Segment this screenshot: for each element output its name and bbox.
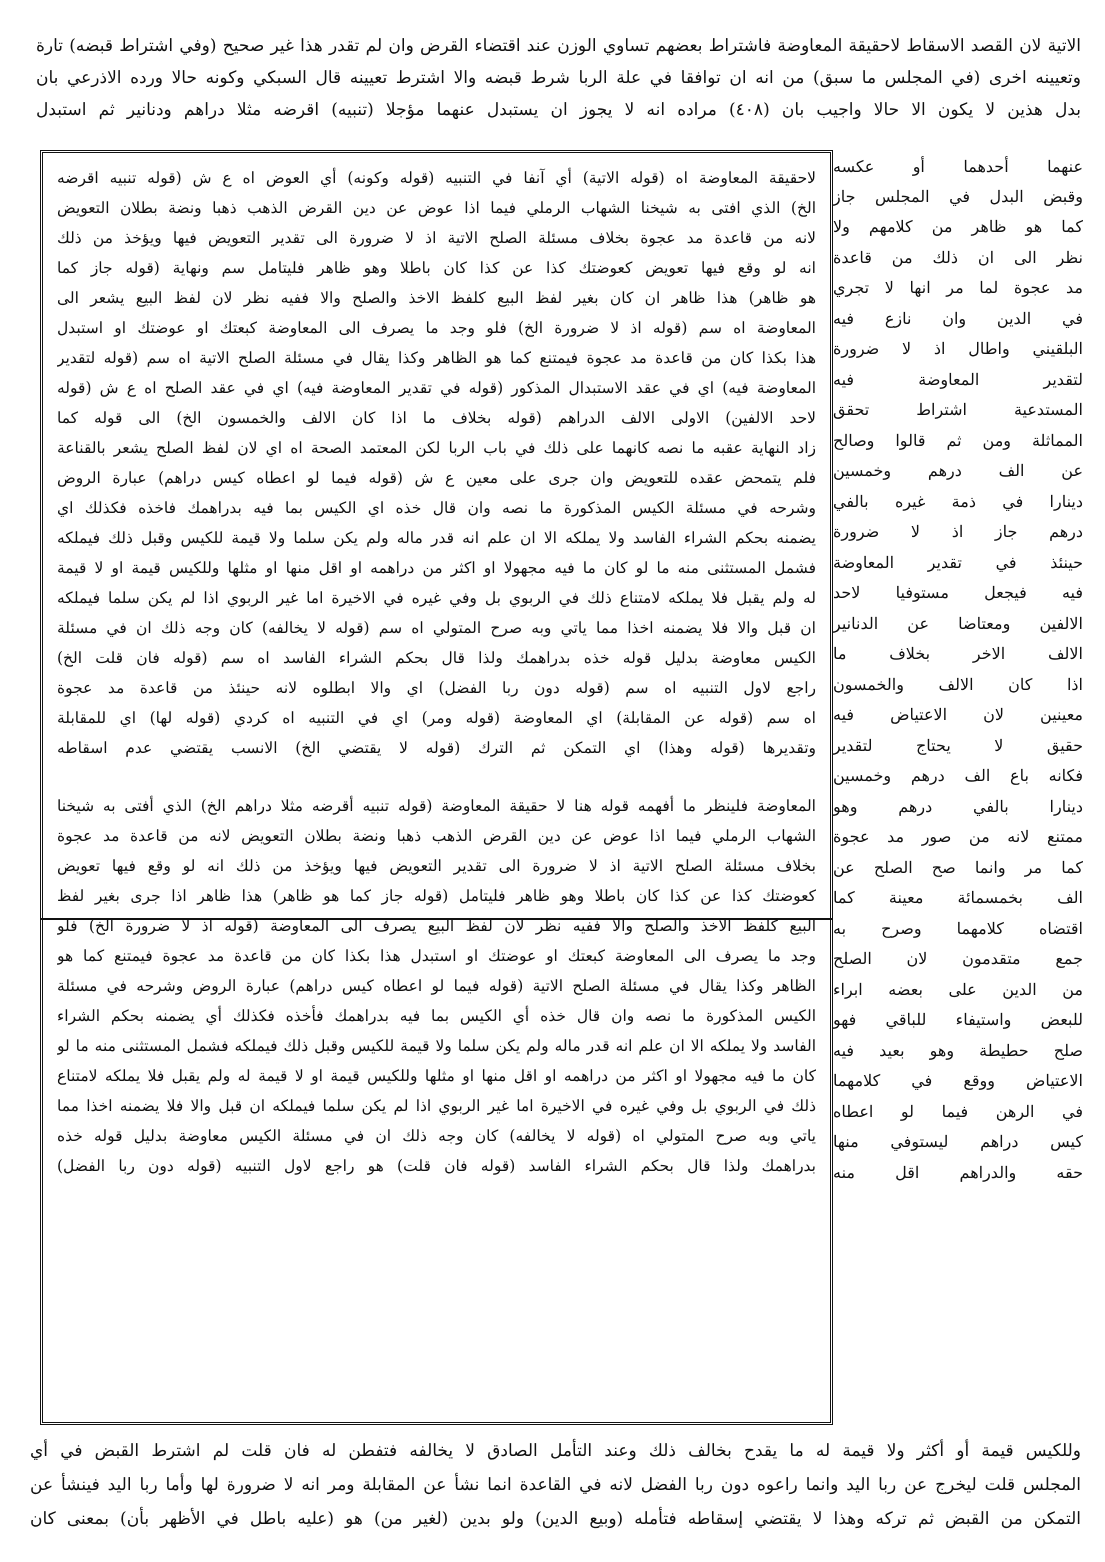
side-text-line: الالف الاخر بخلاف ما xyxy=(833,644,1083,663)
side-text-line: ممتنع لانه من صور مد عجوة xyxy=(833,827,1083,846)
commentary-line: يضمنه بحكم الشراء الفاسد ولا يملكه الا ان علم انه قدر ماله ولم يكن سلما ولا قيمة للكيس وقبل ذلك فيملكه xyxy=(57,529,816,547)
side-text-line: حينئذ في تقدير المعاوضة xyxy=(833,553,1083,572)
commentary-line: البيع كلفظ الاخذ والصلح والا ففيه نظر لان لفظ البيع يصرف الى المعاوضة (قوله اذ لا ضرورة الخ) فلو xyxy=(57,917,816,935)
side-text-line: نظر الى ان ذلك من قاعدة xyxy=(833,248,1083,267)
side-text-line: الاعتياض ووقع في كلامهما xyxy=(833,1071,1083,1090)
side-text-line: الالفين ومعتاضا عن الدنانير xyxy=(833,614,1083,633)
commentary-line: راجع لاول التنبيه اه سم (قوله دون ربا الفضل) اي والا ابطلوه لانه حينئذ من قاعدة مد عجوة xyxy=(57,679,816,697)
main-text-line: وتعيينه اخرى (في المجلس ما سبق) من انه ان توافقا في علة الربا شرط قبضه والا اشترط تعيينه قال السبكي وكونه حالا ورده الاذرعي بان xyxy=(36,68,1081,88)
commentary-line: الفاسد ولا يملكه الا ان علم انه قدر ماله ولم يكن سلما ولا قيمة للكيس وقبل ذلك فيملكه فشمل المستثنى منه ما لو xyxy=(57,1037,816,1055)
side-text-line: للبعض واستيفاء للباقي فهو xyxy=(833,1010,1083,1029)
commentary-line: له ولم يقبل فلا يملكه لامتناع ذلك في الربوي بل وفي غيره في الاخيرة اما غير الربوي اذا لم يكن سلما فيملكه xyxy=(57,589,816,607)
side-text-line: كما مر وانما صح الصلح عن xyxy=(833,858,1083,877)
commentary-line: زاد النهاية عقبه ما نصه كانهما على ذلك في باب الربا لكن المعتمد الصحة اه اي لان لفظ الصلح يشعر بالقناعة xyxy=(57,439,816,457)
side-text-line: صلح حطيطة وهو بعيد فيه xyxy=(833,1041,1083,1060)
side-text-line: لتقدير المعاوضة فيه xyxy=(833,370,1083,389)
commentary-line: وجد ما يصرف الى المعاوضة كبعتك او عوضتك او استبدل هذا بكذا كان من قاعدة مد عجوة فيمتنع كما هو xyxy=(57,947,816,965)
commentary-line: الكيس المذكورة ما نصه وان قال خذه أي الكيس بما فيه بدراهمك فأخذه فكذلك أي يضمنه بحكم الشراء xyxy=(57,1007,816,1025)
commentary-line: الظاهر وكذا يقال في مسئلة الصلح الاتية (قوله فيما لو اعطاه كيس دراهم) عبارة الروض وشرحه في مسئلة xyxy=(57,977,816,995)
commentary-line: الكيس معاوضة بدليل قوله خذه بدراهمك ولذا قال بحكم الشراء الفاسد اه سم (قوله فان قلت الخ) xyxy=(57,649,816,667)
commentary-line: ذلك في الربوي بل وفي غيره في الاخيرة اما غير الربوي اذا لم يكن سلما فيملكه ان قبل والا فلا يضمنه اخذا مما xyxy=(57,1097,816,1115)
side-text-line: وقبض البدل في المجلس جاز xyxy=(833,187,1083,206)
commentary-line: المعاوضة فلينظر ما أفهمه قوله هنا لا حقيقة المعاوضة (قوله تنبيه أقرضه مثلا دراهم الخ) الذي أفتى به شيخنا xyxy=(57,797,816,815)
side-text-line: البلقيني واطال اذ لا ضرورة xyxy=(833,339,1083,358)
commentary-line: لانه من قاعدة مد عجوة بخلاف مسئلة الصلح الاتية اذ لا ضرورة الى تقدير التعويض فيها ويؤخذ من ذلك xyxy=(57,229,816,247)
commentary-line: بدراهمك ولذا قال بحكم الشراء الفاسد (قوله فان قلت) هو راجع لاول التنبيه (قوله دون ربا الفضل) xyxy=(57,1157,816,1175)
side-text-line: المستدعية اشتراط تحقق xyxy=(833,400,1083,419)
main-text-line: المجلس قلت ليخرج عن ربا اليد وانما راعوه دون ربا الفضل لانه في القاعدة انما نشأ عن المقابلة ومر انه لا ضرورة لها وأما ربا اليد فينشأ عن xyxy=(30,1475,1081,1495)
commentary-line: المعاوضة اه سم (قوله اذ لا ضرورة الخ) فلو وجد ما يصرف الى المعاوضة كبعتك او عوضتك او استبدل xyxy=(57,319,816,337)
side-text-line: درهم جاز اذ لا ضرورة xyxy=(833,522,1083,541)
side-text-line: مد عجوة لما مر انها لا تجري xyxy=(833,278,1083,297)
main-text-line: بدل هذين لا يكون الا حالا واجيب بان (٤٠٨) مراده انه لا يجوز ان يستبدل عنهما مؤجلا (تنبيه) اقرضه مثلا دراهم ودنانير ثم استبدل xyxy=(36,100,1081,120)
commentary-line: ياتي وبه صرح المتولي اه (قوله لا يخالفه) كان وجه ذلك ان في مسئلة الكيس معاوضة بدليل قوله خذه xyxy=(57,1127,816,1145)
commentary-frame xyxy=(40,150,833,1425)
main-text-line: التمكن من القبض ثم تركه وهذا لا يقتضي إسقاطه فتأمله (وبيع الدين) ولو بدين (لغير من) هو (عليه باطل في الأظهر بأن) بمعنى كان xyxy=(30,1509,1081,1529)
side-text-line: فيه فيجعل مستوفيا لاحد xyxy=(833,583,1083,602)
side-text-line: فكانه باع الف درهم وخمسين xyxy=(833,766,1083,785)
commentary-line: هذا بكذا كان من قاعدة مد عجوة فيمتنع كما هو الظاهر وكذا يقال في مسئلة الصلح الاتية اه سم (قوله لتقدير xyxy=(57,349,816,367)
commentary-line: الخ) الذي افتى به شيخنا الشهاب الرملي فيما اذا عوض عن دين القرض الذهب ذهبا ونضة بطلان التعويض xyxy=(57,199,816,217)
side-text-line: في الرهن فيما لو اعطاه xyxy=(833,1102,1083,1121)
commentary-line: فشمل المستثنى منه ما لو كان ما فيه مجهولا او اكثر من دراهمه او اقل منها او مثلها وللكيس قيمة او لا قيمة xyxy=(57,559,816,577)
commentary-line: هو ظاهر) هذا ظاهر ان كان بغير لفظ البيع كلفظ الاخذ والصلح والا ففيه نظر لان لفظ البيع يشعر الى xyxy=(57,289,816,307)
commentary-line: لاحقيقة المعاوضة اه (قوله الاتية) أي آنفا في التنبيه (قوله وكونه) أي العوض اه ع ش (قوله تنبيه اقرضه xyxy=(57,169,816,187)
side-text-line: كيس دراهم ليستوفي منها xyxy=(833,1132,1083,1151)
commentary-line: كعوضتك كذا عن كذا كان باطلا وهو ظاهر فليتامل (قوله جاز كما هو ظاهر) هذا ظاهر اذا جرى بغير لفظ xyxy=(57,887,816,905)
side-text-line: عنهما أحدهما أو عكسه xyxy=(833,157,1083,176)
side-text-line: كما هو ظاهر من كلامهم ولا xyxy=(833,217,1083,236)
main-text-line: الاتية لان القصد الاسقاط لاحقيقة المعاوضة فاشتراط بعضهم تساوي الوزن عند اقتضاء القرض وان لم تقدر هذا غير صحيح (وفي اشتراط قبضه) تارة xyxy=(36,36,1081,56)
commentary-line: المعاوضة فيه) اي في عقد الاستبدال المذكور (قوله في تقدير المعاوضة فيه) اي في عقد الصلح اه ع ش (قوله xyxy=(57,379,816,397)
commentary-line: اه سم (قوله عن المقابلة) اي المعاوضة (قوله ومر) اي في التنبيه اه كردي (قوله لها) اي للمقابلة xyxy=(57,709,816,727)
commentary-line: الشهاب الرملي فيما اذا عوض عن دين القرض الذهب ذهبا ونضة بطلان التعويض لانه من قاعدة مد عجوة xyxy=(57,827,816,845)
side-text-line: المماثلة ومن ثم قالوا وصالح xyxy=(833,431,1083,450)
side-text-line: اذا كان الالف والخمسون xyxy=(833,675,1083,694)
commentary-line: وتقديرها (قوله وهذا) اي التمكن ثم الترك (قوله لا يقتضي الخ) الانسب يقتضي عدم اسقاطه xyxy=(57,739,816,757)
side-text-line: حقيق لا يحتاج لتقدير xyxy=(833,736,1083,755)
commentary-line: كان ما فيه مجهولا او اكثر من دراهمه او اقل منها او مثلها وللكيس قيمة او لا قيمة له ولم يقبل فلا يملكه لامتناع xyxy=(57,1067,816,1085)
side-text-line: دينارا في ذمة غيره بالفي xyxy=(833,492,1083,511)
side-text-line: الف بخمسمائة معينة كما xyxy=(833,888,1083,907)
side-text-line: عن الف درهم وخمسين xyxy=(833,461,1083,480)
commentary-line: ان قبل والا فلا يضمنه اخذا مما ياتي وبه صرح المتولي اه سم (قوله لا يخالفه) كان وجه ذلك ان في مسئلة xyxy=(57,619,816,637)
side-text-line: معينين لان الاعتياض فيه xyxy=(833,705,1083,724)
side-text-line: اقتضاه كلامهما وصرح به xyxy=(833,919,1083,938)
commentary-line: بخلاف مسئلة الصلح الاتية اذ لا ضرورة الى تقدير التعويض فيها ويؤخذ من ذلك انه لو وقع فيها تعويض xyxy=(57,857,816,875)
commentary-line: وشرحه في مسئلة الكيس المذكورة ما نصه وان قال خذه اي الكيس بما فيه بدراهمك فاخذه فكذلك اي xyxy=(57,499,816,517)
side-text-line: جمع متقدمون لان الصلح xyxy=(833,949,1083,968)
side-text-line: في الدين وان نازع فيه xyxy=(833,309,1083,328)
side-text-line: دينارا بالفي درهم وهو xyxy=(833,797,1083,816)
commentary-line: لاحد الالفين) الاولى الالف الدراهم (قوله بخلاف ما اذا كان الالف والخمسون الخ) الى قوله كما xyxy=(57,409,816,427)
side-text-line: من الدين على بعضه ابراء xyxy=(833,980,1083,999)
commentary-divider xyxy=(40,918,833,920)
commentary-line: انه لو وقع فيها تعويض كعوضتك كذا عن كذا كان باطلا وهو ظاهر فليتامل سم ونهاية (قوله جاز كما xyxy=(57,259,816,277)
commentary-line: فلم يتمحض عقده للتعويض وان جرى على معين ع ش (قوله فيما لو اعطاه كيس دراهم) عبارة الروض xyxy=(57,469,816,487)
main-text-line: وللكيس قيمة أو أكثر ولا قيمة له ما يقدح بخالف ذلك وعند التأمل الصادق لا يخالفه فتفطن له فان قلت لم اشترط القبض في أي xyxy=(30,1441,1081,1461)
side-text-line: حقه والدراهم اقل منه xyxy=(833,1163,1083,1182)
